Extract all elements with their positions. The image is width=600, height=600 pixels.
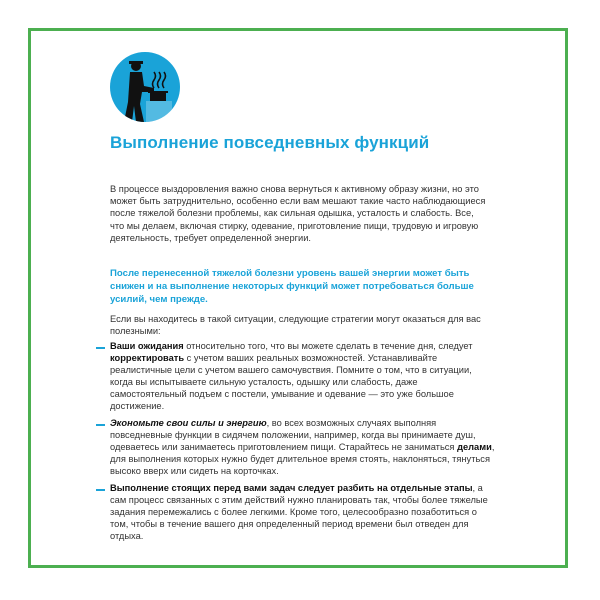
strategies-intro: Если вы находитесь в такой ситуации, следующие стратегии могут оказаться для вас полезными: xyxy=(110,314,481,337)
bullet-dash xyxy=(96,489,105,491)
list-item xyxy=(96,482,496,542)
strategy-lead: Ваши ожидания xyxy=(110,341,184,351)
bullet-dash xyxy=(96,424,105,426)
list-item xyxy=(96,417,496,477)
highlight-paragraph: После перенесенной тяжелой болезни уровень вашей энергии может быть снижен и на выполнение некоторых функций может потребоваться больше усилий, чем прежде. xyxy=(110,268,474,305)
strategy-text: с учетом ваших реальных возможностей. Устанавливайте реалистичные цели с учетом вашего самочувствия. Помните о том, что в ситуации, когда вы испытываете сильную усталость, одышку или слабость, даже самостоятельный подъем с постели, умывание и одевание — это уже большое достижение. xyxy=(110,353,472,411)
strategy-lead: Экономьте свои силы и энергию xyxy=(110,418,267,428)
strategy-text: , для выполнения которых нужно будет длительное время стоять, наклоняться, тянуться высоко вверх или сидеть на корточках. xyxy=(110,442,495,476)
intro-paragraph: В процессе выздоровления важно снова вернуться к активному образу жизни, но это может быть затруднительно, особенно если вам мешают такие часто наблюдающиеся после тяжелой болезни проблемы, как сильная одышка, усталость и слабость. Все, что мы делаем, включая стирку, одевание, приготовление пищи, трудовую и игровую деятельность, требует определенной энергии. xyxy=(110,184,486,243)
person-cooking-icon xyxy=(110,52,180,122)
strategy-text: относительно того, что вы можете сделать в течение дня, следует xyxy=(183,341,473,351)
strategy-lead: Выполнение стоящих перед вами задач следует разбить на отдельные этапы xyxy=(110,483,473,493)
strategy-bold: корректировать xyxy=(110,353,185,363)
list-item xyxy=(96,340,496,412)
strategy-text: , а сам процесс связанных с этим действий нужно планировать так, чтобы более тяжелые задания перемежались с более легкими. Кроме того, целесообразно позаботиться о том, чтобы в течение вашего дня определенный период времени был отведен для отдыха. xyxy=(110,483,488,541)
page-title: Выполнение повседневных функций xyxy=(110,133,430,152)
bullet-dash xyxy=(96,347,105,349)
strategy-bold: делами xyxy=(457,442,492,452)
strategies-list xyxy=(96,340,496,547)
strategy-text: , во всех возможных случаях выполняя повседневные функции в сидячем положении, например, когда вы принимаете душ, одеваетесь или занимаетесь приготовлением пищи. Старайтесь не заниматься xyxy=(110,418,476,452)
